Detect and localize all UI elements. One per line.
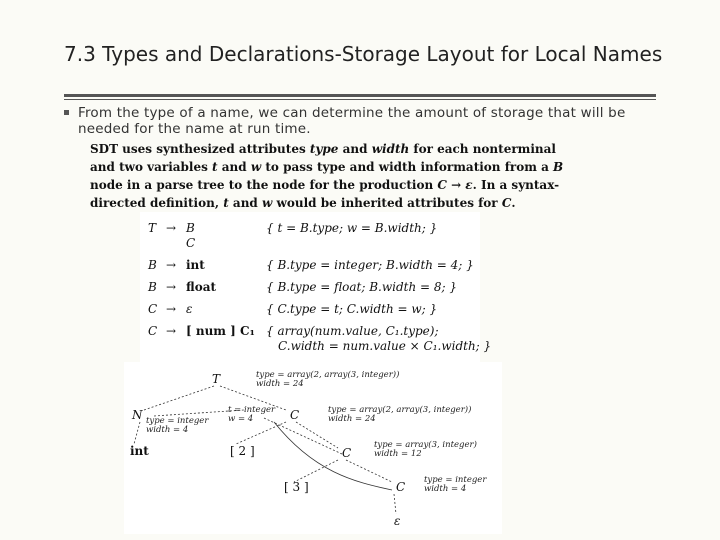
sdt-lhs: B	[148, 280, 157, 294]
sdt-lhs: B	[148, 258, 157, 272]
tree-attr-C2: type = array(3, integer) width = 12	[374, 440, 477, 459]
sdt-rhs: B	[186, 221, 195, 235]
title-divider-thin	[64, 99, 656, 100]
slide-title: 7.3 Types and Declarations-Storage Layout for Local Names	[64, 42, 663, 66]
para-seg: . In a syntax-directed definition,	[90, 178, 560, 210]
sdt-rhs: C	[186, 236, 196, 250]
tree-node-num2: [ 2 ]	[230, 444, 255, 458]
para-seg: and	[338, 142, 372, 156]
sdt-arrow: →	[166, 302, 177, 316]
sdt-arrow: →	[166, 258, 177, 272]
para-type-word: type	[309, 142, 339, 156]
sdt-arrow: →	[166, 324, 177, 338]
tree-attr-N: type = integer width = 4	[146, 416, 209, 435]
bullet-item	[64, 105, 664, 137]
sdt-rhs: float	[186, 280, 217, 294]
sdt-lhs: T	[148, 221, 157, 235]
sdt-lhs: C	[148, 302, 158, 316]
sdt-action: { t = B.type; w = B.width; }	[266, 221, 438, 235]
sdt-description	[90, 140, 585, 212]
sdt-rhs: int	[186, 258, 205, 272]
sdt-lhs: C	[148, 324, 158, 338]
sdt-arrow: →	[166, 221, 177, 235]
para-c-var: C	[501, 196, 512, 210]
sdt-arrow: →	[166, 280, 177, 294]
tree-node-C2: C	[342, 446, 352, 460]
para-w-var: w	[261, 196, 273, 210]
para-production: C → ε	[437, 178, 473, 192]
para-w-var: w	[250, 160, 262, 174]
para-seg: would be inherited attributes for	[272, 196, 502, 210]
square-bullet-icon	[64, 110, 69, 115]
tree-attr-tw: t = integer w = 4	[228, 405, 276, 424]
sdt-action: { C.type = t; C.width = w; }	[266, 302, 438, 316]
tree-node-num3: [ 3 ]	[284, 480, 309, 494]
sdt-action: { array(num.value, C₁.type);	[266, 324, 439, 338]
para-seg: and	[217, 160, 251, 174]
para-seg: to pass type and width information from a	[261, 160, 554, 174]
tree-attr-T: type = array(2, array(3, integer)) width = 24	[256, 370, 400, 389]
sdt-action: C.width = num.value × C₁.width; }	[278, 339, 492, 353]
title-divider-thick	[64, 94, 656, 97]
tree-attr-C3: type = integer width = 4	[424, 475, 487, 494]
tree-node-int: int	[130, 444, 149, 458]
tree-node-C3: C	[396, 480, 406, 494]
para-seg: node in a parse tree to the node for the production	[90, 178, 438, 192]
para-seg: and	[228, 196, 262, 210]
para-seg: for each nonterminal and two variables	[90, 142, 556, 174]
para-width-word: width	[371, 142, 410, 156]
tree-node-C1: C	[290, 408, 300, 422]
tree-node-N: N	[132, 408, 143, 422]
tree-node-T: T	[212, 372, 221, 386]
tree-node-epsilon: ε	[394, 514, 401, 528]
para-t-var: t	[223, 196, 229, 210]
sdt-rhs: ε	[186, 302, 193, 316]
annotated-parse-tree	[124, 362, 502, 534]
sdt-rhs: [ num ] C₁	[186, 324, 255, 338]
sdt-table	[140, 212, 492, 362]
para-t-var: t	[212, 160, 218, 174]
para-b-node: B	[553, 160, 564, 174]
para-seg: .	[511, 196, 516, 210]
sdt-action: { B.type = integer; B.width = 4; }	[266, 258, 474, 272]
para-seg: SDT uses synthesized attributes	[90, 142, 310, 156]
bullet-text: From the type of a name, we can determine the amount of storage that will be needed for the name at run time.	[78, 105, 626, 137]
tree-attr-C1: type = array(2, array(3, integer)) width = 24	[328, 405, 472, 424]
sdt-action: { B.type = float; B.width = 8; }	[266, 280, 457, 294]
